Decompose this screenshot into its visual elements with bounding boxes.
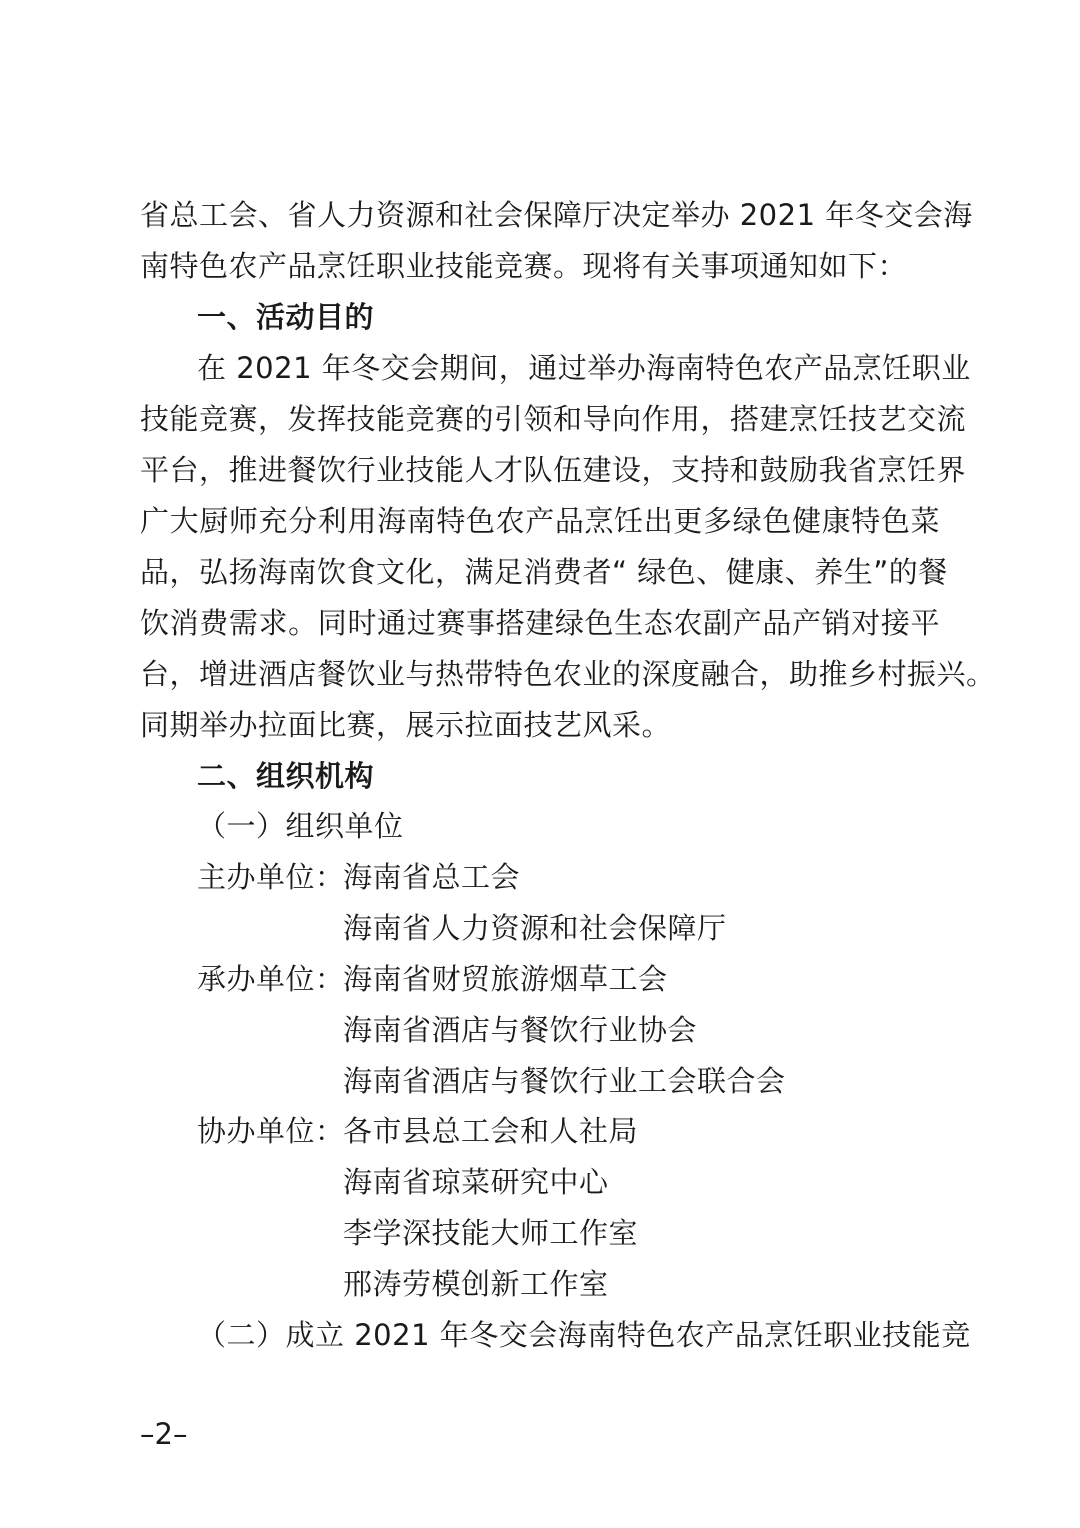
co-organizer-unit-2: 海南省琼菜研究中心 — [343, 1165, 609, 1199]
co-organizer-label: 协办单位： — [197, 1114, 345, 1148]
co-organizer-unit-3: 李学深技能大师工作室 — [343, 1216, 639, 1250]
section-heading-organization: 二、组织机构 — [197, 759, 375, 793]
organizer-unit-3: 海南省酒店与餐饮行业工会联合会 — [343, 1064, 786, 1098]
host-unit-2: 海南省人力资源和社会保障厅 — [343, 911, 727, 945]
host-unit-1: 海南省总工会 — [343, 860, 521, 894]
purpose-line-5: 品，弘扬海南饮食文化，满足消费者“ 绿色、健康、养生”的餐 — [140, 555, 948, 589]
purpose-line-6: 饮消费需求。同时通过赛事搭建绿色生态农副产品产销对接平 — [140, 606, 940, 640]
co-organizer-unit-4: 邢涛劳模创新工作室 — [343, 1267, 609, 1301]
purpose-line-4: 广大厨师充分利用海南特色农产品烹饪出更多绿色健康特色菜 — [140, 504, 940, 538]
intro-line-2: 南特色农产品烹饪职业技能竞赛。现将有关事项通知如下： — [140, 249, 908, 283]
organizer-unit-2: 海南省酒店与餐饮行业协会 — [343, 1013, 698, 1047]
purpose-line-3: 平台，推进餐饮行业技能人才队伍建设，支持和鼓励我省烹饪界 — [140, 453, 967, 487]
host-label: 主办单位： — [197, 860, 345, 894]
subsection-committee: （二）成立 2021 年冬交会海南特色农产品烹饪职业技能竞 — [197, 1318, 971, 1352]
section-heading-purpose: 一、活动目的 — [197, 300, 375, 334]
purpose-line-8: 同期举办拉面比赛，展示拉面技艺风采。 — [140, 708, 672, 742]
organizer-unit-1: 海南省财贸旅游烟草工会 — [343, 962, 668, 996]
purpose-line-7: 台，增进酒店餐饮业与热带特色农业的深度融合，助推乡村振兴。 — [140, 657, 996, 691]
co-organizer-unit-1: 各市县总工会和人社局 — [343, 1114, 639, 1148]
purpose-line-1: 在 2021 年冬交会期间，通过举办海南特色农产品烹饪职业 — [197, 351, 971, 385]
organizer-label: 承办单位： — [197, 962, 345, 996]
subsection-organizing-units: （一）组织单位 — [197, 809, 404, 843]
intro-line-1: 省总工会、省人力资源和社会保障厅决定举办 2021 年冬交会海 — [140, 198, 973, 232]
purpose-line-2: 技能竞赛，发挥技能竞赛的引领和导向作用，搭建烹饪技艺交流 — [140, 402, 967, 436]
page-number: –2– — [140, 1417, 188, 1451]
